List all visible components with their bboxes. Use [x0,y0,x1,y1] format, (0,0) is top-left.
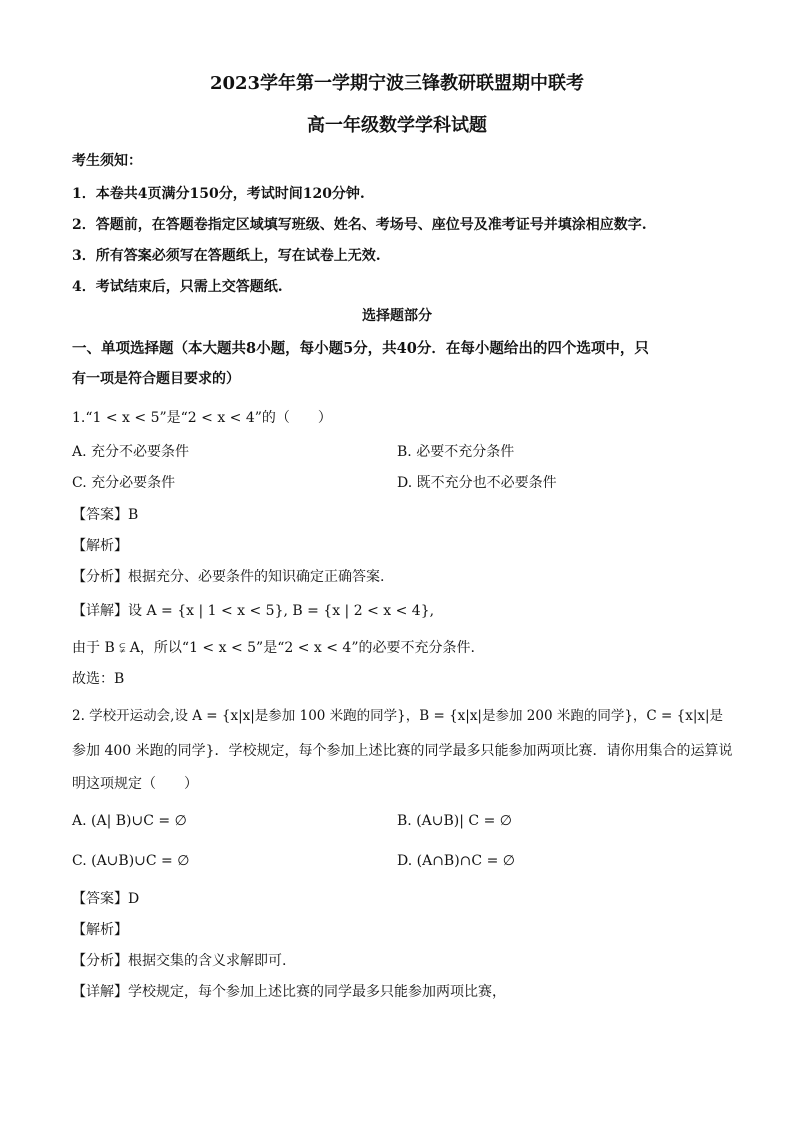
q2-analysis-label: 【解析】 [72,922,128,938]
q1-option-d: D. 既不充分也不必要条件 [397,475,557,491]
part-heading-line1: 一、单项选择题（本大题共8小题，每小题5分，共40分．在每小题给出的四个选项中，只 [72,340,649,357]
exam-subtitle: 高一年级数学学科试题 [307,115,487,136]
q1-reason: 由于 B ⫋ A，所以“1 < x < 5”是“2 < x < 4”的必要不充分条件. [72,640,475,656]
q2-option-c: C. (A∪B)∪C = ∅ [72,853,190,869]
q2-stem-line3: 明这项规定（ ） [72,776,198,792]
q1-xiangjie: 【详解】设 A = {x | 1 < x < 5}, B = {x | 2 < x < 4}, [72,603,435,619]
q2-option-d: D. (A∩B)∩C = ∅ [397,853,515,869]
q2-stem-line1: 2. 学校开运动会,设 A = {x|x|是参加 100 米跑的同学}，B = {x|x|是参加 200 米跑的同学}，C = {x|x|是 [72,708,724,724]
notice-item-1: 1．本卷共4页满分150分，考试时间120分钟. [72,186,365,202]
notice-heading: 考生须知： [72,153,142,169]
q2-fenxi: 【分析】根据交集的含义求解即可. [72,953,287,969]
q1-stem: 1.“1 < x < 5”是“2 < x < 4”的（ ） [72,410,332,426]
q1-answer: 【答案】B [72,507,139,523]
q2-answer: 【答案】D [72,891,140,907]
q1-option-a: A. 充分不必要条件 [72,444,190,460]
q1-fenxi: 【分析】根据充分、必要条件的知识确定正确答案. [72,569,385,585]
notice-item-4: 4．考试结束后，只需上交答题纸. [72,279,283,295]
section-title: 选择题部分 [362,308,432,324]
q2-xiangjie: 【详解】学校规定，每个参加上述比赛的同学最多只能参加两项比赛， [72,984,506,1000]
q1-option-c: C. 充分必要条件 [72,475,176,491]
exam-title: 2023学年第一学期宁波三锋教研联盟期中联考 [209,73,585,94]
q2-stem-line2: 参加 400 米跑的同学}．学校规定，每个参加上述比赛的同学最多只能参加两项比赛．请你用集合的运算说 [72,743,733,759]
q1-choose: 故选：B [72,671,125,687]
notice-item-3: 3．所有答案必须写在答题纸上，写在试卷上无效. [72,248,381,264]
q1-option-b: B. 必要不充分条件 [397,444,515,460]
q2-option-b: B. (A∪B)| C = ∅ [397,813,512,829]
q1-analysis-label: 【解析】 [72,538,128,554]
notice-item-2: 2．答题前，在答题卷指定区域填写班级、姓名、考场号、座位号及准考证号并填涂相应数字. [72,217,647,233]
part-heading-line2: 有一项是符合题目要求的） [72,371,240,387]
q2-option-a: A. (A| B)∪C = ∅ [72,813,187,829]
